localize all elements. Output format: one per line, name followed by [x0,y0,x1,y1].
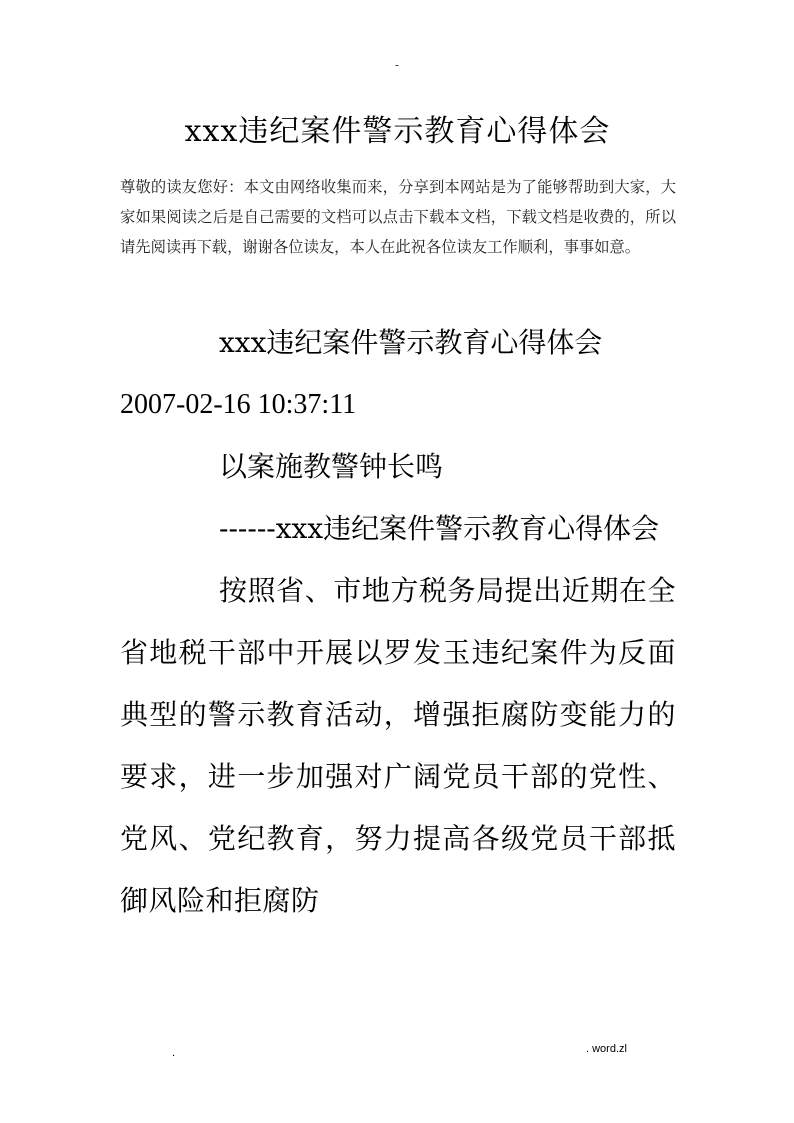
document-body [120,312,676,932]
page-footer-source: . word.zl [586,1043,627,1055]
download-notice: 尊敬的读友您好：本文由网络收集而来，分享到本网站是为了能够帮助到大家，大家如果阅读之后是自己需要的文档可以点击下载本文档，下载文档是收费的，所以请先阅读再下载，谢谢各位读友，本人在此祝各位读友工作顺利，事事如意。 [120,178,676,256]
body-subtitle: 以案施教警钟长鸣 [219,450,444,483]
body-paragraph: 按照省、市地方税务局提出近期在全省地税干部中开展以罗发玉违纪案件为反面典型的警示教育活动，增强拒腐防变能力的要求，进一步加强对广阔党员干部的党性、党风、党纪教育，努力提高各级党员干部抵御风险和拒腐防 [120,574,676,917]
page-header-mark: - [395,59,399,71]
body-subtitle-attribution: ------xxx违纪案件警示教育心得体会 [219,512,660,545]
document-title: xxx违纪案件警示教育心得体会 [184,114,611,149]
body-title: xxx违纪案件警示教育心得体会 [219,326,603,359]
page-footer-left-mark: . [172,1047,176,1059]
publish-timestamp: 2007-02-16 10:37:11 [120,389,357,420]
